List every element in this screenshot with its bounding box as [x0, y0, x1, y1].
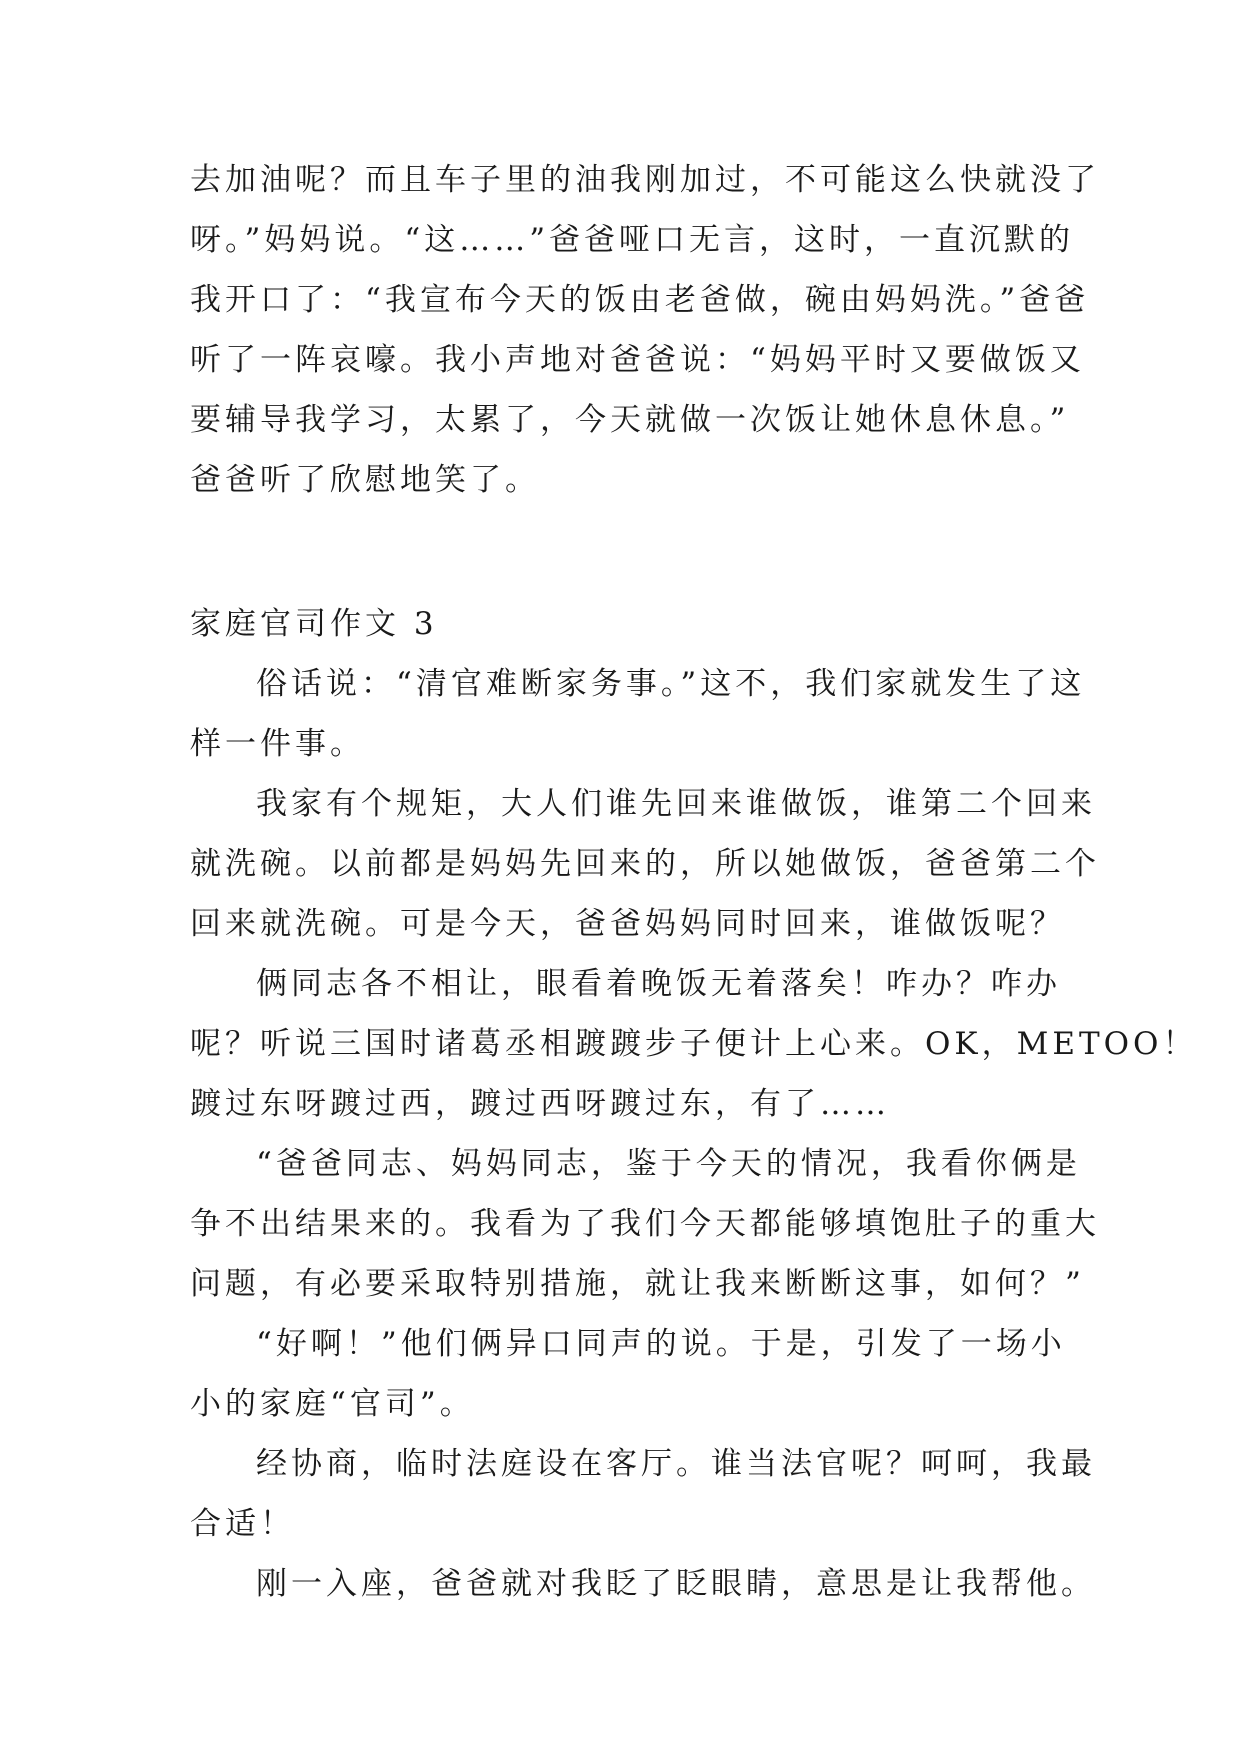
text-line: 呢？听说三国时诸葛丞相踱踱步子便计上心来。OK，METOO！: [190, 1026, 1198, 1062]
text-line: 俗话说：“清官难断家务事。”这不，我们家就发生了这: [256, 666, 1086, 702]
paragraph: [190, 1434, 1096, 1554]
text-line: 刚一入座，爸爸就对我眨了眨眼睛，意思是让我帮他。: [256, 1566, 1096, 1602]
text-line: 俩同志各不相让，眼看着晚饭无着落矣！咋办？咋办: [256, 966, 1061, 1002]
text-line: 小的家庭“官司”。: [190, 1386, 475, 1422]
paragraph: [190, 774, 1100, 954]
text-line: 呀。”妈妈说。“这……”爸爸哑口无言，这时，一直沉默的: [190, 222, 1075, 258]
text-line: 样一件事。: [190, 726, 365, 762]
text-line: 我家有个规矩，大人们谁先回来谁做饭，谁第二个回来: [256, 786, 1096, 822]
text-line: 要辅导我学习，太累了，今天就做一次饭让她休息休息。”: [190, 402, 1070, 438]
text-line: “好啊！”他们俩异口同声的说。于是，引发了一场小: [256, 1326, 1066, 1362]
text-line: 踱过东呀踱过西，踱过西呀踱过东，有了……: [190, 1086, 890, 1122]
section-gap: [190, 510, 1060, 594]
section-title: 家庭官司作文 3: [190, 606, 438, 642]
paragraph: [190, 1134, 1100, 1314]
text-line: “爸爸同志、妈妈同志，鉴于今天的情况，我看你俩是: [256, 1146, 1081, 1182]
paragraph: [190, 954, 1198, 1134]
paragraph: [190, 1554, 1096, 1614]
text-line: 去加油呢？而且车子里的油我刚加过，不可能这么快就没了: [190, 162, 1100, 198]
text-line: 争不出结果来的。我看为了我们今天都能够填饱肚子的重大: [190, 1206, 1100, 1242]
text-line: 我开口了：“我宣布今天的饭由老爸做，碗由妈妈洗。”爸爸: [190, 282, 1090, 318]
text-line: 回来就洗碗。可是今天，爸爸妈妈同时回来，谁做饭呢？: [190, 906, 1065, 942]
text-line: 就洗碗。以前都是妈妈先回来的，所以她做饭，爸爸第二个: [190, 846, 1100, 882]
text-line: 问题，有必要采取特别措施，就让我来断断这事，如何？”: [190, 1266, 1085, 1302]
text-line: 合适！: [190, 1506, 295, 1542]
text-line: 听了一阵哀嚎。我小声地对爸爸说：“妈妈平时又要做饭又: [190, 342, 1085, 378]
text-line: 爸爸听了欣慰地笑了。: [190, 462, 540, 498]
text-line: 经协商，临时法庭设在客厅。谁当法官呢？呵呵，我最: [256, 1446, 1096, 1482]
paragraph: [190, 654, 1086, 774]
text-column: [190, 150, 1198, 1614]
paragraph: [190, 1314, 1066, 1434]
continued-paragraph: [190, 150, 1100, 510]
